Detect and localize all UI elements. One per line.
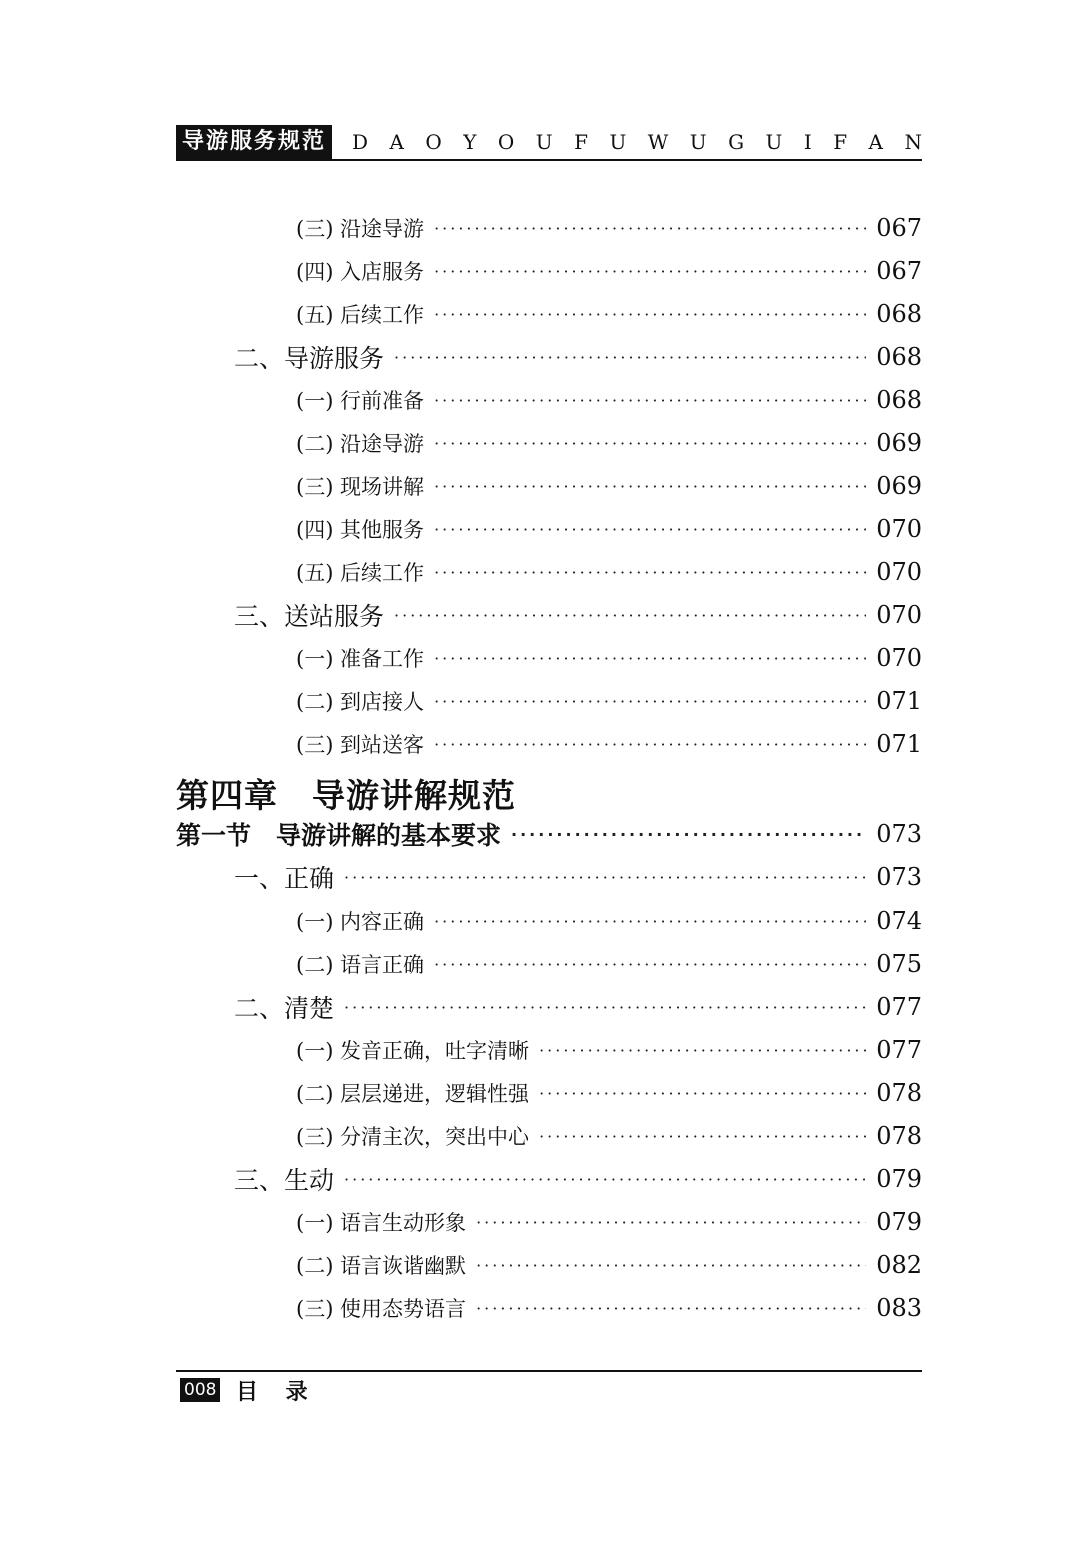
toc-leader-dots <box>434 219 866 238</box>
toc-entry-label: 三、送站服务 <box>234 602 385 631</box>
toc-entry[interactable] <box>296 294 922 334</box>
toc-entry[interactable] <box>296 466 922 506</box>
pinyin-letter: A <box>868 130 883 154</box>
toc-entry-label: 二、导游服务 <box>234 344 385 373</box>
toc-entry-label: (三) 分清主次，突出中心 <box>296 1125 530 1149</box>
book-title: 导游服务规范 <box>176 125 332 159</box>
toc-entry-label: (四) 入店服务 <box>296 260 425 284</box>
toc-entry-page: 077 <box>876 1036 922 1064</box>
toc-entry-label: (二) 语言诙谐幽默 <box>296 1254 467 1278</box>
toc-entry-page: 071 <box>876 730 922 758</box>
toc-entry-label: (二) 到店接人 <box>296 690 425 714</box>
toc-leader-dots <box>434 912 866 931</box>
toc-leader-dots <box>434 692 866 711</box>
toc-entry[interactable] <box>296 681 922 721</box>
toc-leader-dots <box>434 649 866 668</box>
pinyin-letter: U <box>765 130 783 154</box>
toc-entry-page: 070 <box>876 558 922 586</box>
toc-entry-label: 二、清楚 <box>234 994 335 1023</box>
toc-entry[interactable] <box>296 724 922 764</box>
toc-leader-dots <box>476 1299 866 1318</box>
toc-entry-label: (一) 行前准备 <box>296 389 425 413</box>
pinyin-letter: W <box>647 130 669 154</box>
toc-entry[interactable] <box>296 638 922 678</box>
toc-leader-dots <box>434 563 866 582</box>
toc-entry-page: 073 <box>876 820 922 848</box>
toc-leader-dots <box>434 520 866 539</box>
toc-entry-page: 068 <box>876 386 922 414</box>
toc-leader-dots <box>434 262 866 281</box>
toc-leader-dots <box>344 868 866 887</box>
toc-entry[interactable] <box>296 251 922 291</box>
toc-leader-dots <box>344 1170 866 1189</box>
toc-entry[interactable] <box>234 857 922 897</box>
toc-entry[interactable] <box>234 987 922 1027</box>
pinyin-letter: F <box>574 130 588 154</box>
toc-entry[interactable] <box>234 1159 922 1199</box>
pinyin-letter: D <box>352 130 369 154</box>
pinyin-letter: I <box>803 130 812 154</box>
toc-entry-page: 070 <box>876 644 922 672</box>
toc-entry-label: 一、正确 <box>234 864 335 893</box>
toc-entry-label: (一) 语言生动形象 <box>296 1211 467 1235</box>
toc-entry-page: 078 <box>876 1122 922 1150</box>
toc-leader-dots <box>476 1213 866 1232</box>
pinyin-letter: O <box>425 130 442 154</box>
toc-entry-label: (一) 发音正确，吐字清晰 <box>296 1039 530 1063</box>
toc-leader-dots <box>434 735 866 754</box>
pinyin-letter: F <box>833 130 848 154</box>
toc-section-entry[interactable] <box>176 814 922 854</box>
toc-entry[interactable] <box>234 337 922 377</box>
toc-entry-page: 083 <box>876 1294 922 1322</box>
toc-entry-label: 第一节 导游讲解的基本要求 <box>176 821 502 850</box>
toc-entry[interactable] <box>296 1288 922 1328</box>
footer-rule <box>176 1370 922 1372</box>
toc-entry-label: (五) 后续工作 <box>296 561 425 585</box>
toc-leader-dots <box>394 606 866 625</box>
pinyin-letter: Y <box>463 130 477 154</box>
toc-leader-dots <box>511 825 866 844</box>
toc-entry-page: 069 <box>876 429 922 457</box>
toc-leader-dots <box>344 998 866 1017</box>
toc-entry[interactable] <box>296 1116 922 1156</box>
toc-entry-label: (一) 内容正确 <box>296 910 425 934</box>
pinyin-letter: N <box>904 130 922 154</box>
toc-entry-label: (四) 其他服务 <box>296 518 425 542</box>
toc-entry[interactable] <box>234 595 922 635</box>
toc-leader-dots <box>539 1041 866 1060</box>
pinyin-letter: U <box>535 130 553 154</box>
toc-entry-page: 079 <box>876 1165 922 1193</box>
toc-entry-page: 068 <box>876 300 922 328</box>
toc-entry[interactable] <box>296 901 922 941</box>
toc-leader-dots <box>539 1127 866 1146</box>
toc-entry-page: 077 <box>876 993 922 1021</box>
toc-entry-page: 068 <box>876 343 922 371</box>
toc-entry-label: (五) 后续工作 <box>296 303 425 327</box>
chapter-heading[interactable]: 第四章 导游讲解规范 <box>176 776 516 815</box>
toc-entry-page: 075 <box>876 950 922 978</box>
toc-entry-label: (三) 到站送客 <box>296 733 425 757</box>
toc-entry-page: 067 <box>876 257 922 285</box>
toc-entry[interactable] <box>296 1245 922 1285</box>
toc-entry-page: 070 <box>876 601 922 629</box>
toc-entry-label: 三、生动 <box>234 1166 335 1195</box>
running-header <box>176 123 922 161</box>
footer-section-label: 目 录 <box>236 1380 318 1405</box>
toc-entry-page: 079 <box>876 1208 922 1236</box>
toc-entry-page: 069 <box>876 472 922 500</box>
toc-leader-dots <box>476 1256 866 1275</box>
toc-entry[interactable] <box>296 1030 922 1070</box>
book-title-pinyin <box>352 127 922 157</box>
toc-entry-label: (二) 沿途导游 <box>296 432 425 456</box>
toc-entry-page: 074 <box>876 907 922 935</box>
toc-entry-label: (三) 沿途导游 <box>296 217 425 241</box>
toc-entry-page: 073 <box>876 863 922 891</box>
pinyin-letter: A <box>389 130 404 154</box>
pinyin-letter: G <box>728 130 745 154</box>
toc-leader-dots <box>434 477 866 496</box>
toc-entry-page: 082 <box>876 1251 922 1279</box>
toc-leader-dots <box>434 955 866 974</box>
toc-leader-dots <box>434 305 866 324</box>
toc-entry-page: 067 <box>876 214 922 242</box>
toc-leader-dots <box>539 1084 866 1103</box>
toc-leader-dots <box>394 348 866 367</box>
toc-entry-label: (二) 层层递进，逻辑性强 <box>296 1082 530 1106</box>
toc-entry-page: 071 <box>876 687 922 715</box>
toc-entry-label: (三) 现场讲解 <box>296 475 425 499</box>
toc-entry-page: 078 <box>876 1079 922 1107</box>
toc-entry[interactable] <box>296 1202 922 1242</box>
toc-entry[interactable] <box>296 1073 922 1113</box>
toc-entry[interactable] <box>296 509 922 549</box>
pinyin-letter: U <box>609 130 627 154</box>
toc-leader-dots <box>434 391 866 410</box>
toc-entry-label: (二) 语言正确 <box>296 953 425 977</box>
toc-entry-label: (一) 准备工作 <box>296 647 425 671</box>
pinyin-letter: U <box>689 130 707 154</box>
toc-entry[interactable] <box>296 208 922 248</box>
toc-entry[interactable] <box>296 380 922 420</box>
page-number: 008 <box>180 1378 220 1402</box>
toc-entry[interactable] <box>296 423 922 463</box>
toc-entry-page: 070 <box>876 515 922 543</box>
header-rule <box>176 159 922 161</box>
toc-entry[interactable] <box>296 944 922 984</box>
toc-entry[interactable] <box>296 552 922 592</box>
toc-leader-dots <box>434 434 866 453</box>
pinyin-letter: O <box>497 130 515 154</box>
toc-entry-label: (三) 使用态势语言 <box>296 1297 467 1321</box>
